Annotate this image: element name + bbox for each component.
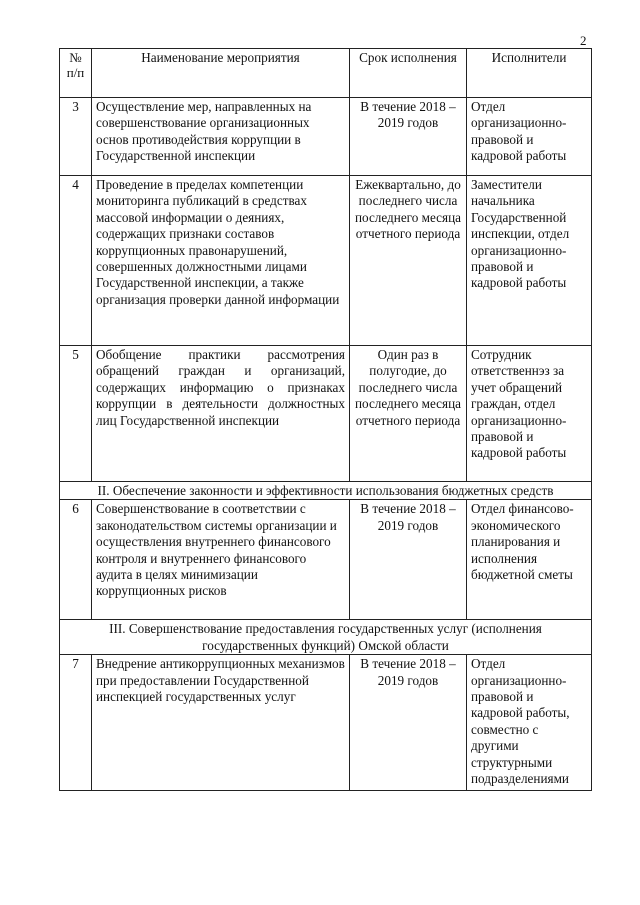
- row-term: В течение 2018 – 2019 годов: [350, 98, 467, 176]
- row-num: 5: [60, 346, 92, 482]
- row-name: Обобщение практики рассмотрения обращений граждан и организаций, содержащих информацию о признаках коррупции в деятельности должностных лиц Государственной инспекции: [92, 346, 350, 482]
- row-term: Ежеквартально, до последнего числа последнего месяца отчетного периода: [350, 176, 467, 346]
- section-row: [60, 482, 592, 500]
- table-row: [60, 346, 592, 482]
- row-executor: Заместители начальника Государственной инспекции, отдел организационно-правовой и кадровой работы: [467, 176, 592, 346]
- row-name: Проведение в пределах компетенции мониторинга публикаций в средствах массовой информации о деяниях, содержащих признаки составов коррупционных правонарушений, совершенных должностными лицами Государственной инспекции, а также организация проверки данной информации: [92, 176, 350, 346]
- row-name: Внедрение антикоррупционных механизмов при предоставлении Государственной инспекцией государственных услуг: [92, 655, 350, 791]
- row-num: 3: [60, 98, 92, 176]
- row-executor: Сотрудник ответственнэз за учет обращений граждан, отдел организационно-правовой и кадровой работы: [467, 346, 592, 482]
- section-heading-3: III. Совершенствование предоставления государственных услуг (исполнения государственных функций) Омской области: [60, 620, 592, 655]
- row-term: Один раз в полугодие, до последнего числа последнего месяца отчетного периода: [350, 346, 467, 482]
- header-executor: Исполнители: [467, 49, 592, 98]
- table-row: [60, 176, 592, 346]
- table-row: [60, 500, 592, 620]
- row-term: В течение 2018 – 2019 годов: [350, 500, 467, 620]
- row-name: Осуществление мер, направленных на совершенствование организационных основ противодействия коррупции в Государственной инспекции: [92, 98, 350, 176]
- section-heading-2: II. Обеспечение законности и эффективности использования бюджетных средств: [60, 482, 592, 500]
- table-row: [60, 655, 592, 791]
- header-name: Наименование мероприятия: [92, 49, 350, 98]
- row-executor: Отдел организационно-правовой и кадровой работы: [467, 98, 592, 176]
- row-num: 6: [60, 500, 92, 620]
- row-term: В течение 2018 – 2019 годов: [350, 655, 467, 791]
- header-term: Срок исполнения: [350, 49, 467, 98]
- table-header-row: [60, 49, 592, 98]
- row-num: 4: [60, 176, 92, 346]
- row-name: Совершенствование в соответствии с законодательством системы организации и осуществления внутреннего финансового контроля и внутреннего финансового аудита в целях минимизации коррупционных рисков: [92, 500, 350, 620]
- table-row: [60, 98, 592, 176]
- page-number: 2: [580, 33, 587, 48]
- row-executor: Отдел организационно-правовой и кадровой работы, совместно с другими структурными подразделениями: [467, 655, 592, 791]
- header-num: № п/п: [60, 49, 92, 98]
- measures-table: [59, 48, 592, 791]
- row-executor: Отдел финансово-экономического планирования и исполнения бюджетной сметы: [467, 500, 592, 620]
- row-num: 7: [60, 655, 92, 791]
- section-row: [60, 620, 592, 655]
